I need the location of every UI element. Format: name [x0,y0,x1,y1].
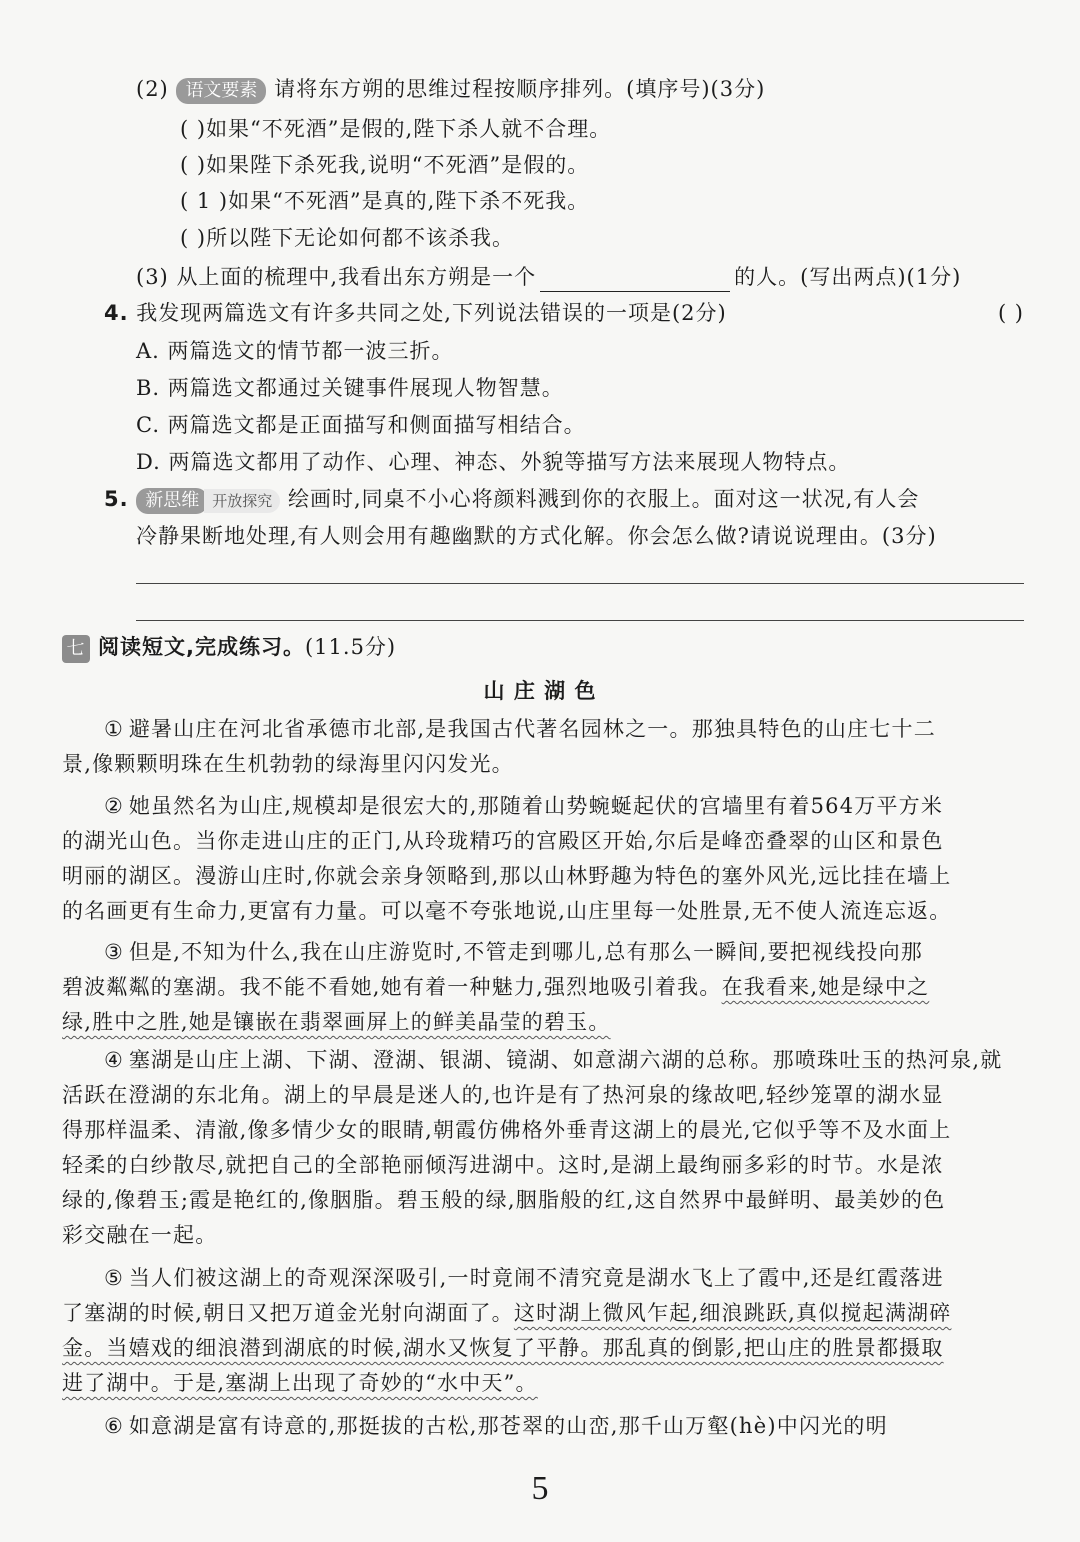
order-blank[interactable]: ( ) [180,226,207,250]
paragraph-text: 她虽然名为山庄,规模却是很宏大的,那随着山势蜿蜒起伏的宫墙里有着564万平方米 [128,794,944,818]
paragraph-text: 的湖光山色。当你走进山庄的正门,从玲珑精巧的宫殿区开始,尔后是峰峦叠翠的山区和景色 [62,829,944,853]
paragraph-text: 碧波粼粼的塞湖。我不能不看她,她有着一种魅力,强烈地吸引着我。 [62,975,722,999]
article-line [62,1333,1024,1363]
article-line [62,861,1024,891]
paragraph-text: 绿的,像碧玉;霞是艳红的,像胭脂。碧玉般的绿,胭脂般的红,这自然界中最鲜明、最美妙的色 [62,1188,946,1212]
q3-3-line [136,262,1080,292]
paragraph-text: 如意湖是富有诗意的,那挺拔的古松,那苍翠的山峦,那千山万壑(hè)中闪光的明 [128,1414,888,1438]
q3-3-after: 的人。(写出两点)(1分) [734,265,962,289]
section-7-header [62,632,1080,663]
paragraph-text: 了塞湖的时候,朝日又把万道金光射向湖面了。 [62,1301,514,1325]
paragraph-text: 轻柔的白纱散尽,就把自己的全部艳丽倾泻进湖中。这时,是湖上最绚丽多彩的时节。水是浓 [62,1153,944,1177]
paragraph-text: 景,像颗颗明珠在生机勃勃的绿海里闪闪发光。 [62,752,514,776]
article-line [104,937,1066,967]
order-blank[interactable]: ( 1 ) [180,189,229,213]
q4-stem-line [104,298,1024,328]
article-line [62,1298,1024,1328]
paragraph-text: 塞湖是山庄上湖、下湖、澄湖、银湖、镜湖、如意湖六湖的总称。那喷珠吐玉的热河泉,就 [128,1048,1003,1072]
paragraph-text: 但是,不知为什么,我在山庄游览时,不管走到哪儿,总有那么一瞬间,要把视线投向那 [128,940,924,964]
section-title: 阅读短文,完成练习。 [98,635,305,659]
article-line [62,896,1024,926]
section-badge: 七 [62,635,90,663]
q3-2-option-4 [180,223,1080,253]
q3-2-option-3 [180,186,1080,216]
paragraph-number: ③ [104,940,123,964]
section-score: (11.5分) [304,635,397,659]
article-line [104,1263,1066,1293]
paragraph-number: ② [104,794,123,818]
option-text: 如果陛下杀死我,说明“不死酒”是假的。 [206,153,590,177]
q4-option-a[interactable]: A. 两篇选文的情节都一波三折。 [136,339,454,363]
article-line [62,1150,1024,1180]
paragraph-number: ④ [104,1048,123,1072]
paragraph-text: 明丽的湖区。漫游山庄时,你就会亲身领略到,那以山林野趣为特色的塞外风光,远比挂在墙上 [62,864,952,888]
q3-3-label: (3) [136,265,169,289]
paragraph-number: ⑤ [104,1266,123,1290]
article-line [62,972,1024,1002]
answer-line[interactable] [136,583,1024,584]
wavy-underlined-text: 这时湖上微风乍起,细浪跳跃,真似搅起满湖碎 [513,1301,952,1325]
article-title: 山 庄 湖 色 [483,679,597,703]
q5-line-2: 冷静果断地处理,有人则会用有趣幽默的方式化解。你会怎么做?请说说理由。(3分) [136,524,937,548]
order-blank[interactable]: ( ) [180,153,207,177]
article-line [104,1045,1066,1075]
q4-stem: 我发现两篇选文有许多共同之处,下列说法错误的一项是(2分) [136,301,727,325]
page-number: 5 [531,1470,549,1507]
answer-blank[interactable] [540,269,730,292]
yuwen-yaosu-tag: 语文要素 [176,78,266,104]
q3-3-before: 从上面的梳理中,我看出东方朔是一个 [176,265,537,289]
q4-number: 4. [104,301,129,325]
q3-2-prompt: 请将东方朔的思维过程按顺序排列。(填序号)(3分) [274,77,766,101]
q3-2-option-2 [180,150,1080,180]
wavy-underlined-text: 进了湖中。于是,塞湖上出现了奇妙的“水中天”。 [62,1371,538,1395]
q4-option-b[interactable]: B. 两篇选文都通过关键事件展现人物智慧。 [136,376,564,400]
article-line [62,1115,1024,1145]
wavy-underlined-text: 在我看来,她是绿中之 [721,975,930,999]
q5-line-1 [104,484,1080,514]
q5-number: 5. [104,487,129,511]
order-blank[interactable]: ( ) [180,117,207,141]
paragraph-number: ① [104,717,123,741]
article-line [104,714,1066,744]
q3-2-option-1 [180,114,1080,144]
xin-siwei-tag: 新思维 [136,488,208,514]
q4-option-c[interactable]: C. 两篇选文都是正面描写和侧面描写相结合。 [136,413,586,437]
paragraph-text: 得那样温柔、清澈,像多情少女的眼睛,朝霞仿佛格外垂青这湖上的晨光,它似乎等不及水面上 [62,1118,952,1142]
article-line [104,791,1066,821]
kaifang-tanjiu-tag: 开放探究 [204,489,280,513]
article-line [62,749,1024,779]
q3-2-line [136,74,1080,104]
article-line [62,1007,1024,1037]
paragraph-text: 当人们被这湖上的奇观深深吸引,一时竟闹不清究竟是湖水飞上了霞中,还是红霞落进 [128,1266,944,1290]
wavy-underlined-text: 金。当嬉戏的细浪潜到湖底的时候,湖水又恢复了平静。那乱真的倒影,把山庄的胜景都摄取 [62,1336,944,1360]
option-text: 如果“不死酒”是真的,陛下杀不死我。 [228,189,590,213]
q5-text-1: 绘画时,同桌不小心将颜料溅到你的衣服上。面对这一状况,有人会 [287,487,920,511]
paragraph-text: 活跃在澄湖的东北角。湖上的早晨是迷人的,也许是有了热河泉的缘故吧,轻纱笼罩的湖水显 [62,1083,944,1107]
paragraph-text: 避暑山庄在河北省承德市北部,是我国古代著名园林之一。那独具特色的山庄七十二 [128,717,936,741]
option-text: 所以陛下无论如何都不该杀我。 [206,226,515,250]
article-line [62,1185,1024,1215]
article-line [104,1411,1066,1441]
paragraph-number: ⑥ [104,1414,123,1438]
q4-option-d[interactable]: D. 两篇选文都用了动作、心理、神态、外貌等描写方法来展现人物特点。 [136,450,851,474]
article-line [62,1080,1024,1110]
option-text: 如果“不死酒”是假的,陛下杀人就不合理。 [206,117,612,141]
q4-answer-bracket[interactable]: ( ) [997,301,1024,325]
article-line [62,1220,1024,1250]
paragraph-text: 的名画更有生命力,更富有力量。可以毫不夸张地说,山庄里每一处胜景,无不使人流连忘返。 [62,899,952,923]
answer-line[interactable] [136,620,1024,621]
q3-2-label: (2) [136,77,169,101]
article-line [62,1368,1024,1398]
wavy-underlined-text: 绿,胜中之胜,她是镶嵌在翡翠画屏上的鲜美晶莹的碧玉。 [62,1010,611,1034]
paragraph-text: 彩交融在一起。 [62,1223,218,1247]
article-line [62,826,1024,856]
